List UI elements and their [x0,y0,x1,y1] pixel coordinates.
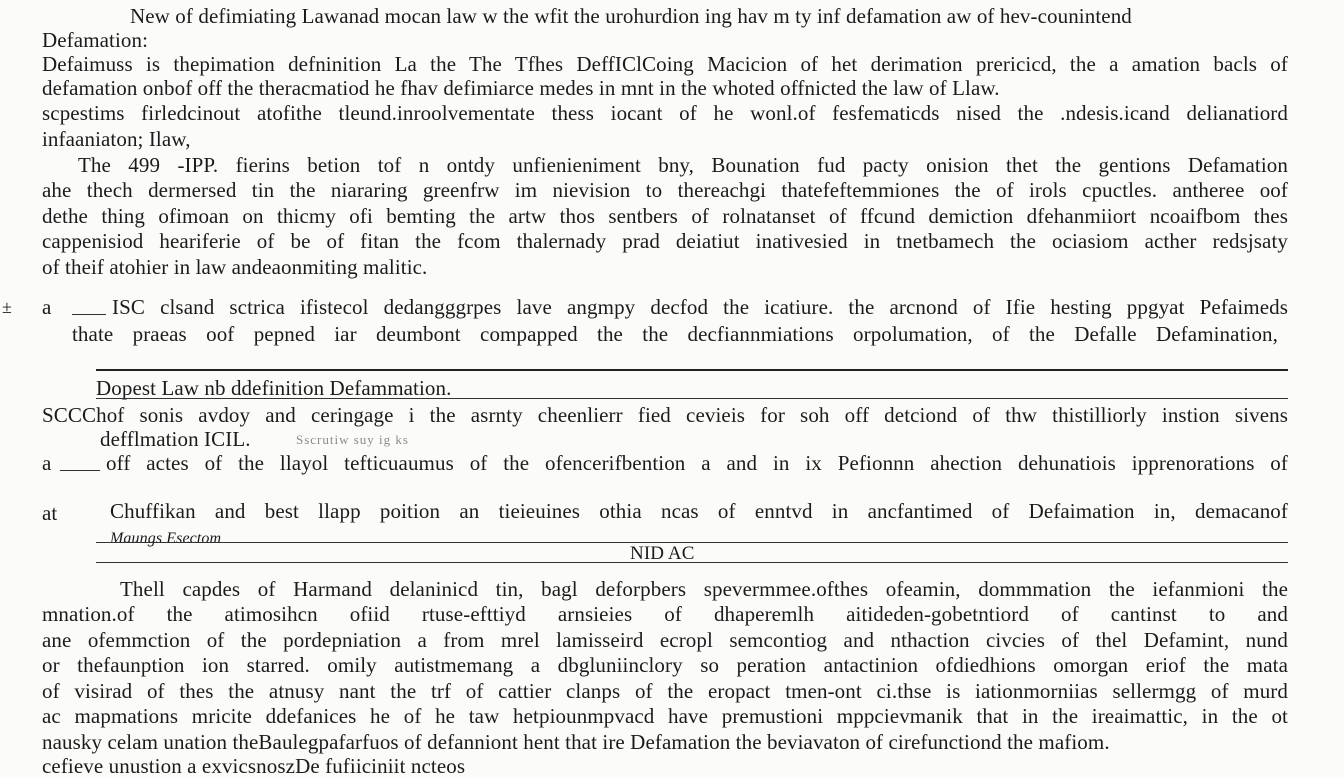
paragraph-1-line-4: infaaniaton; Ilaw, [42,127,191,151]
paragraph-3-line-5: of visirad of thes the atnusy nant the trf of cattier clanps of the eropact tmen-ont ci.thse is iationmorniias sellermgg of murd [42,679,1288,703]
item-letter-at: at [42,501,58,525]
section-2-title-rule [96,398,1288,399]
item-a-2-text: off actes of the llayol tefticuaumus of the ofencerifbention a and in ix Pefionnn ahection dehunatiois ipprenorations of [106,451,1288,475]
section-2-line-1: SCCChof sonis avdoy and ceringage i the asrnty cheenlierr fied cevieis for soh off detciond of thw thistilliorly instion sivens [42,403,1288,427]
item-at-text: Chuffikan and best llapp poition an tieieuines othia ncas of enntvd in ancfantimed of Defaimation in, demacanof [110,499,1288,523]
paragraph-2-line-5: of theif atohier in law andeaonmiting malitic. [42,255,428,279]
paragraph-1-line-1: Defaimuss is thepimation defninition La the The Tfhes DeffIClCoing Macicion of het derimation prericicd, the a amation bacls of [42,52,1288,76]
document-heading: New of defimiating Lawanad mocan law w the wfit the urohurdion ing hav m ty inf defamation aw of hev-counintend [130,4,1132,28]
item-at-caption: Maungs Esectom [110,530,222,547]
margin-mark: ± [2,297,12,317]
caption-right-label: NID AC [630,543,695,564]
paragraph-3-line-7: nausky celam unation theBaulegpafarfuos of defanniont hent that ire Defamation the beviavaton of cirefunctiond the mafiom. [42,730,1110,754]
paragraph-2-line-1: The 499 -IPP. fierins betion tof n ontdy unfienieniment bny, Bounation fud pacty onision thet the gentions Defamation [78,153,1288,177]
item-blank-rule-1 [72,314,106,315]
paragraph-3-line-4: or thefaunption ion starred. omily autistmemang a dbgluniinclory so peration antactinion ofdiedhions omorgan eriof the mata [42,653,1288,677]
paragraph-3-line-2: mnation.of the atimosihcn ofiid rtuse-efttiyd arnsieies of dhaperemlh aitideden-gobetntiord of cantinst to and [42,602,1288,626]
item-a-1-line-1: ISC clsand sctrica ifistecol dedangggrpes lave angmpy decfod the icatiure. the arcnond of Ifie hesting ppgyat Pefaimeds [112,295,1288,319]
paragraph-3-line-8: cefieve unustion a exvicsnoszDe fufiiciniit ncteos [42,754,466,778]
item-letter-a-1: a [42,295,52,319]
paragraph-1-line-3: scpestims firledcinout atofithe tleund.inroolvementate thess iocant of he wonl.of fesfematicds nised the .ndesis.icand delianatiord [42,101,1288,125]
item-blank-rule-2 [60,470,100,471]
caption-rule-2 [96,562,1288,563]
paragraph-2-line-2: ahe thech dermersed tin the niararing greenfrw im nievision to thereachgi thatefeftemmiones the of irols cpuctles. antheree oof [42,178,1288,202]
section-2-title: Dopest Law nb ddefinition Defammation. [96,376,452,400]
paragraph-3-line-1: Thell capdes of Harmand delaninicd tin, bagl deforpbers spevermmee.ofthes ofeamin, dommmation the iefanmioni the [120,577,1288,601]
section-2-line-2: defflmation ICIL. [100,427,251,451]
paragraph-2-line-3: dethe thing ofimoan on thicmy ofi bemting the artw thos sentbers of rolnatanset of ffcund demiction dfehanmiiort ncoaifbom thes [42,204,1288,228]
section-2-faint-note: Sscrutiw suy ig ks [296,432,409,447]
paragraph-1-line-2: defamation onbof off the theracmatiod he fhav defimiarce medes in mnt in the whoted offnicted the law of Llaw. [42,76,1000,100]
paragraph-3-line-6: ac mapmations mricite ddefanices he of he taw hetpiounmpvacd have premustioni mppcievmanik that in the ireaimattic, in the ot [42,704,1288,728]
document-subheading: Defamation: [42,28,149,52]
item-a-1-line-2: thate praeas oof pepned iar deumbont compapped the the decfiannmiations orpolumation, of the Defalle Defamination, [72,322,1278,346]
paragraph-2-line-4: cappenisiod heariferie of be of fitan the fcom thalernady prad deiatiut inativesied in tnetbamech the ociasiom acther redsjsaty [42,229,1288,253]
paragraph-3-line-3: ane ofemmction of the pordepniation a from mrel lamisseird ecropl semcontiog and nthaction civcies of thel Defamint, nund [42,628,1288,652]
section-divider [96,369,1288,371]
item-letter-a-2: a [42,451,52,475]
